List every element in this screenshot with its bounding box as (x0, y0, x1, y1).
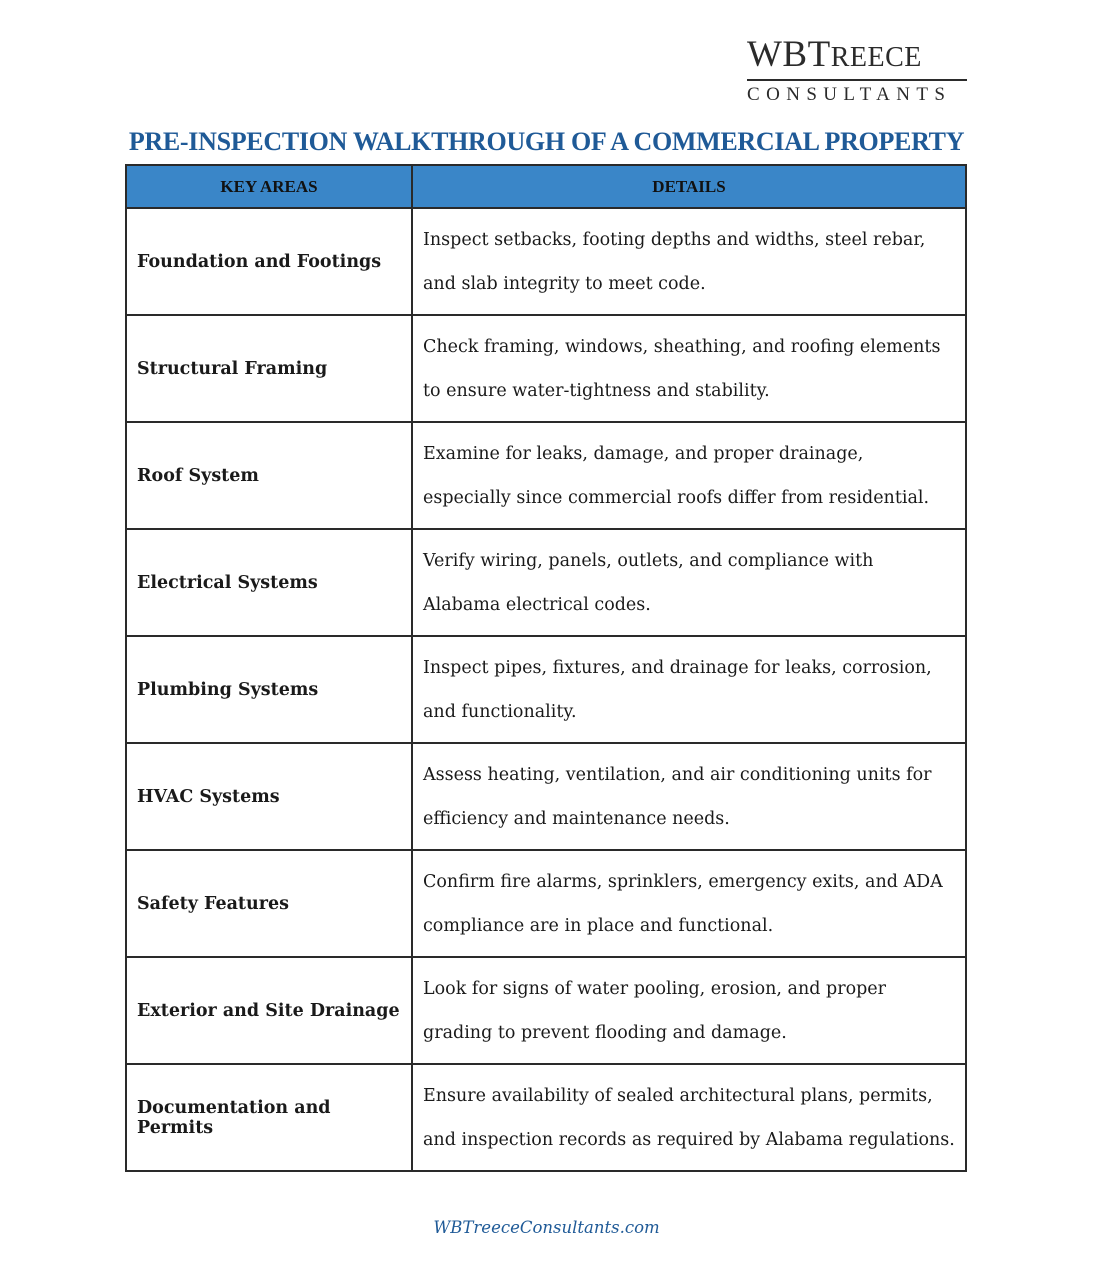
column-header-details: DETAILS (412, 165, 966, 208)
details-cell: Confirm fire alarms, sprinklers, emergency exits, and ADA compliance are in place and functional. (412, 850, 966, 957)
table-row (126, 957, 966, 1064)
key-area-cell: HVAC Systems (126, 743, 412, 850)
logo-divider (747, 79, 967, 81)
table-row (126, 636, 966, 743)
column-header-key-areas: KEY AREAS (126, 165, 412, 208)
page-title: PRE-INSPECTION WALKTHROUGH OF A COMMERCIAL PROPERTY (128, 127, 965, 156)
key-area-cell: Exterior and Site Drainage (126, 957, 412, 1064)
table-row (126, 529, 966, 636)
table-row (126, 315, 966, 422)
logo-initials: WB (747, 34, 808, 75)
logo-subtitle: CONSULTANTS (747, 84, 952, 105)
details-cell: Verify wiring, panels, outlets, and compliance with Alabama electrical codes. (412, 529, 966, 636)
table-row (126, 208, 966, 315)
footer-website-link[interactable]: WBTreeceConsultants.com (433, 1218, 660, 1237)
key-area-cell: Documentation and Permits (126, 1064, 412, 1171)
details-cell: Examine for leaks, damage, and proper drainage, especially since commercial roofs differ from residential. (412, 422, 966, 529)
inspection-table (125, 164, 967, 1172)
details-cell: Inspect pipes, fixtures, and drainage for leaks, corrosion, and functionality. (412, 636, 966, 743)
key-area-cell: Electrical Systems (126, 529, 412, 636)
key-area-cell: Plumbing Systems (126, 636, 412, 743)
table-row (126, 743, 966, 850)
details-cell: Check framing, windows, sheathing, and roofing elements to ensure water-tightness and stability. (412, 315, 966, 422)
key-area-cell: Roof System (126, 422, 412, 529)
table-row (126, 422, 966, 529)
table-row (126, 1064, 966, 1171)
key-area-cell: Structural Framing (126, 315, 412, 422)
details-cell: Look for signs of water pooling, erosion, and proper grading to prevent flooding and damage. (412, 957, 966, 1064)
details-cell: Assess heating, ventilation, and air conditioning units for efficiency and maintenance needs. (412, 743, 966, 850)
logo-name-rest: REECE (830, 42, 922, 73)
logo-wordmark (747, 36, 967, 77)
logo-name-first: T (807, 34, 831, 75)
table-row (126, 850, 966, 957)
details-cell: Ensure availability of sealed architectural plans, permits, and inspection records as required by Alabama regulations. (412, 1064, 966, 1171)
key-area-cell: Foundation and Footings (126, 208, 412, 315)
details-cell: Inspect setbacks, footing depths and widths, steel rebar, and slab integrity to meet code. (412, 208, 966, 315)
key-area-cell: Safety Features (126, 850, 412, 957)
table-header-row (126, 165, 966, 208)
company-logo (747, 36, 967, 106)
